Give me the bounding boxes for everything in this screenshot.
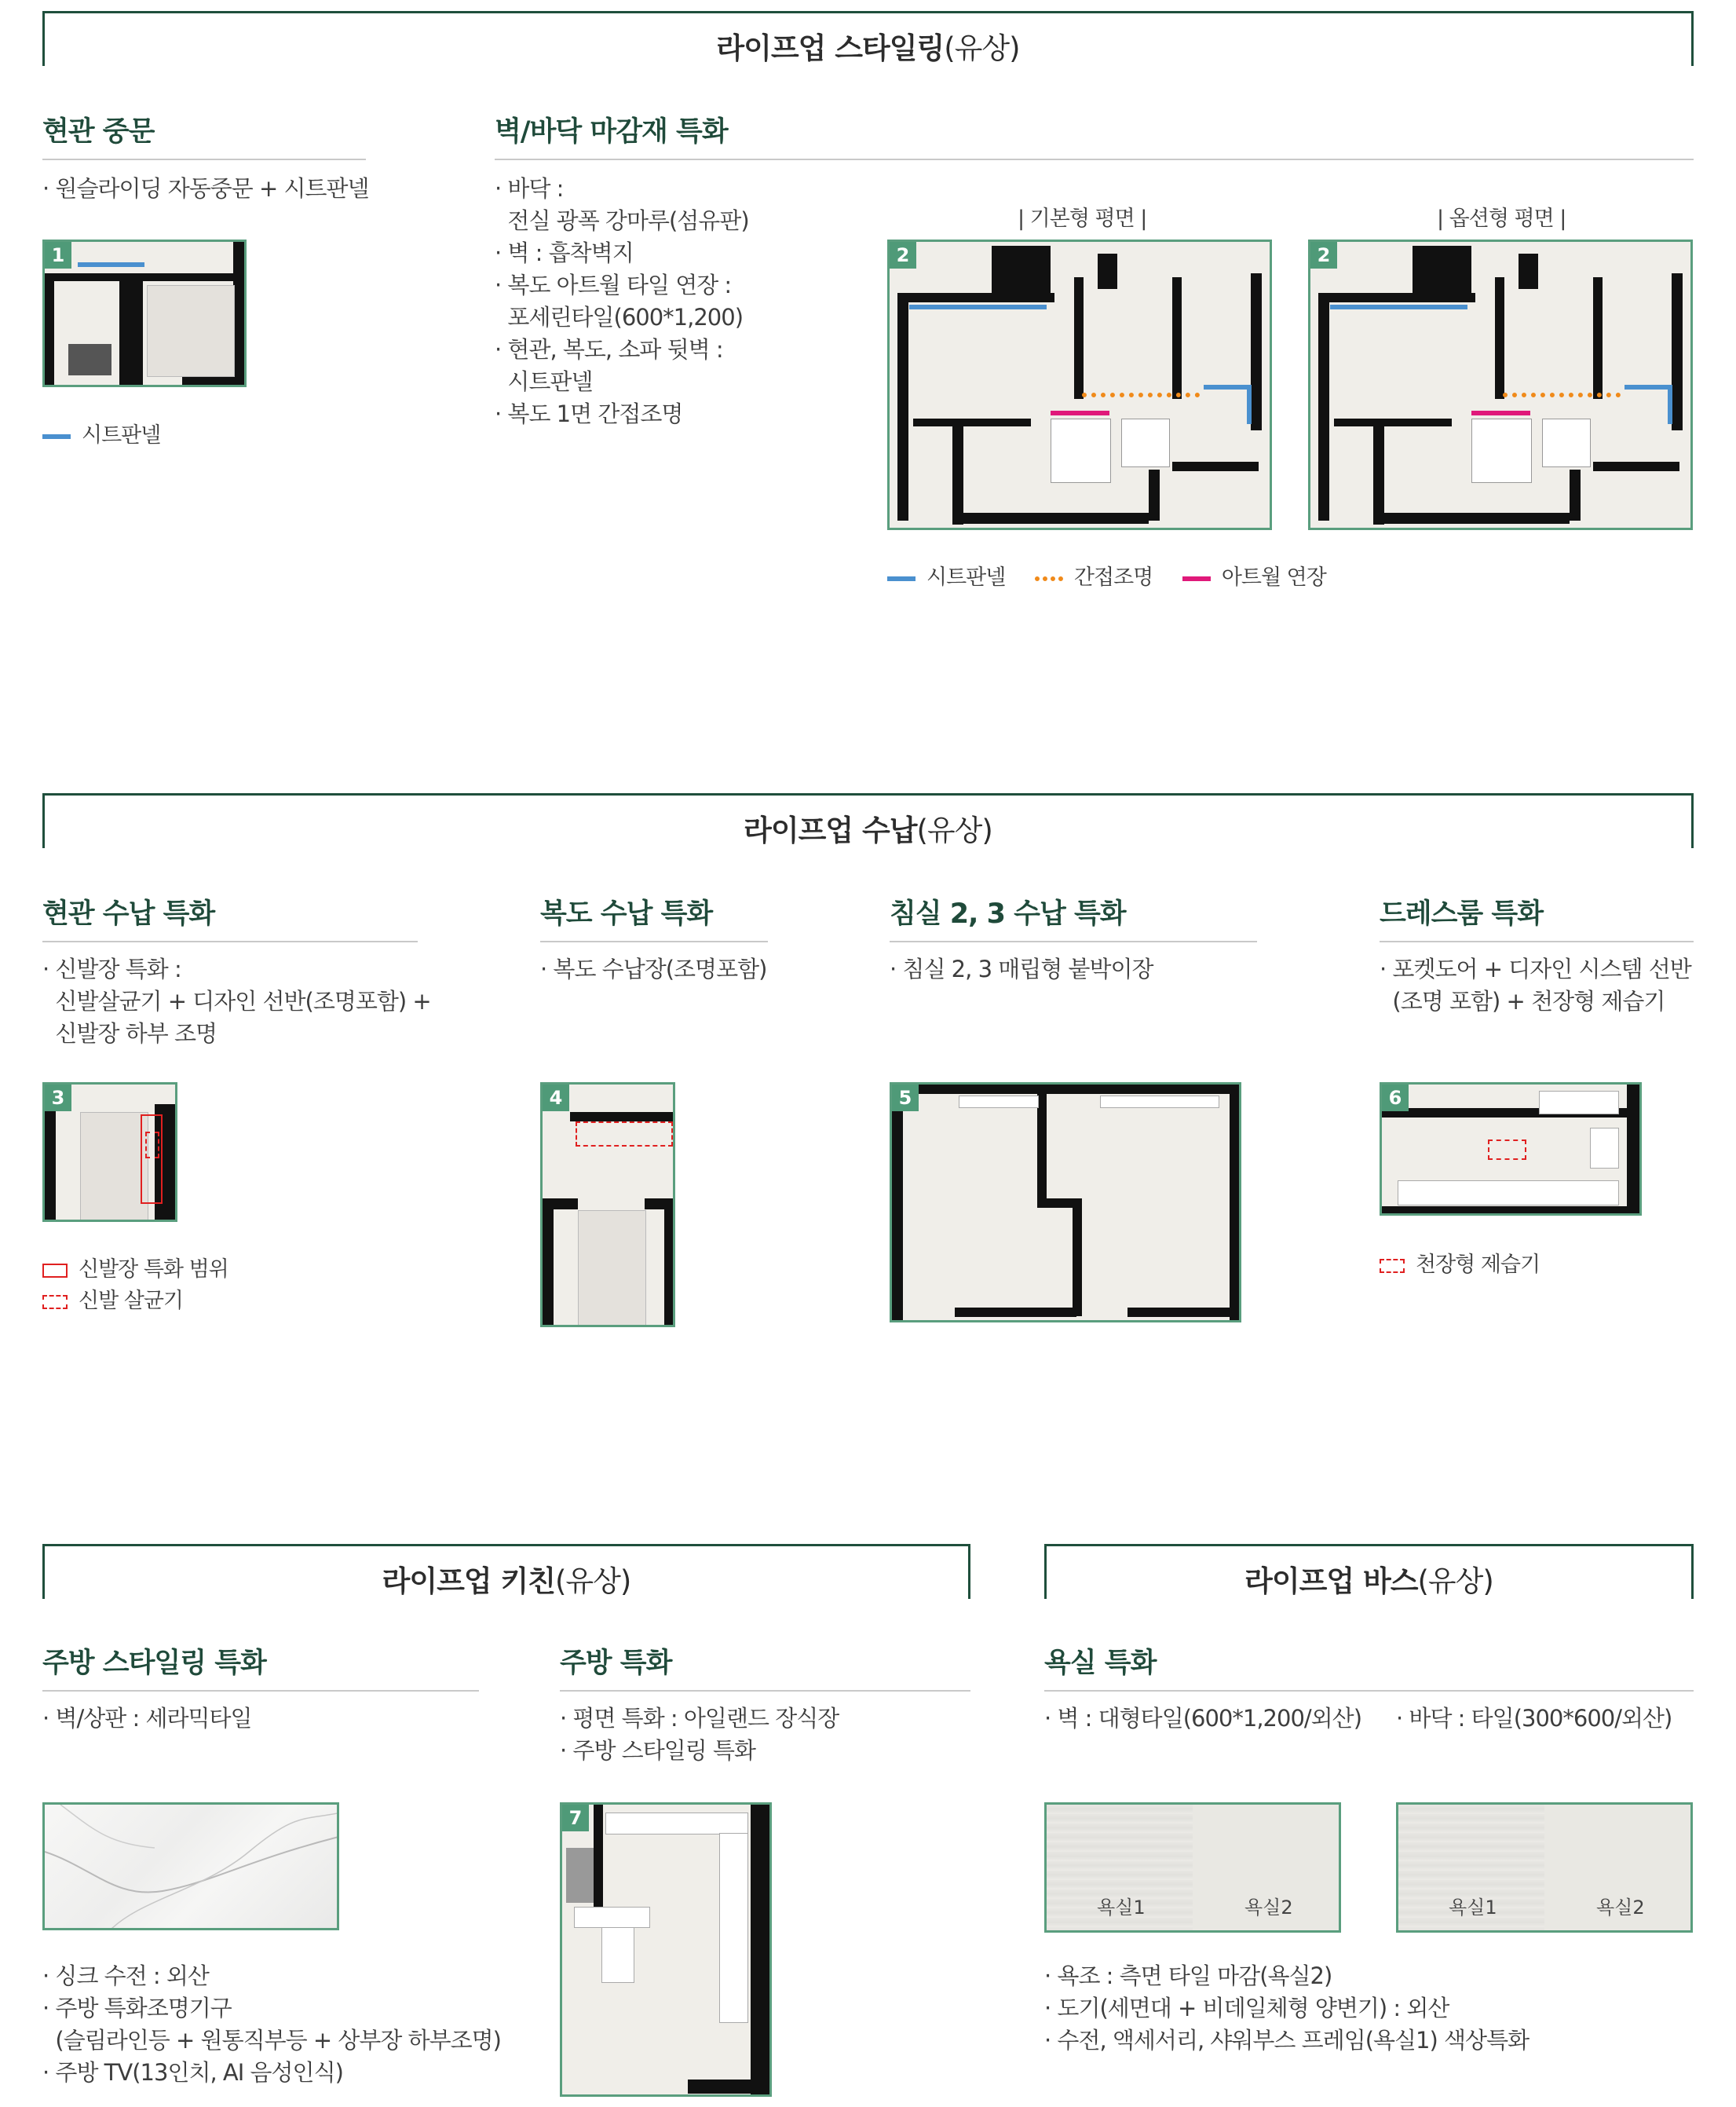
wall xyxy=(182,375,233,387)
bedroom-storage-plan xyxy=(890,1082,1241,1322)
wall xyxy=(664,1206,675,1327)
shelf xyxy=(1590,1128,1619,1169)
ceramic-tile-sample xyxy=(42,1802,339,1930)
island xyxy=(601,1922,634,1983)
entrance-storage-plan xyxy=(42,1082,177,1222)
shelf xyxy=(1539,1091,1619,1114)
bathroom xyxy=(1471,419,1532,483)
dehumidifier-swatch xyxy=(1380,1259,1405,1273)
pantry xyxy=(566,1848,594,1903)
wall xyxy=(751,1805,771,2095)
badge: 2 xyxy=(890,242,916,269)
badge: 1 xyxy=(45,242,71,269)
range-swatch xyxy=(42,1264,68,1278)
divider xyxy=(560,1690,970,1692)
shelf xyxy=(1398,1180,1619,1205)
kitchen-section-title: 라이프업 키친(유상) xyxy=(382,1564,631,1598)
legend-shoe-sterilizer: 신발 살균기 xyxy=(42,1283,183,1314)
wall xyxy=(1519,254,1538,289)
hallway-storage-desc: · 복도 수납장(조명포함) xyxy=(540,956,767,982)
shoe-sterilizer xyxy=(145,1132,159,1158)
option-plan-caption: | 옵션형 평면 | xyxy=(1437,207,1566,231)
wall xyxy=(952,422,963,525)
indirect-light-marker xyxy=(1082,393,1200,397)
kitchen-styling-desc: · 벽/상판 : 세라믹타일 xyxy=(42,1705,252,1732)
option-floor-plan xyxy=(1308,240,1693,530)
bath-heading: 욕실 특화 xyxy=(1044,1648,1157,1679)
entrance-door-plan xyxy=(42,240,247,387)
divider xyxy=(42,159,366,160)
wall xyxy=(1074,277,1084,399)
legend-shoe-range: 신발장 특화 범위 xyxy=(42,1252,228,1282)
bedroom-storage-heading: 침실 2, 3 수납 특화 xyxy=(890,898,1126,930)
wall xyxy=(1037,1198,1076,1208)
wall xyxy=(1413,246,1471,301)
wall xyxy=(1593,462,1679,471)
badge: 6 xyxy=(1382,1085,1409,1111)
wall xyxy=(1373,422,1384,525)
sheet-panel-marker xyxy=(909,305,1047,309)
wall xyxy=(1627,1085,1641,1214)
badge: 7 xyxy=(562,1805,589,1831)
counter xyxy=(605,1813,748,1834)
wall xyxy=(45,273,247,281)
sterilizer-swatch xyxy=(42,1295,68,1309)
wall xyxy=(1334,419,1452,426)
kitchen-styling-desc2: · 싱크 수전 : 외산 · 주방 특화조명기구 (슬림라인등 + 원통직부등 + 상부장 하부조명) · 주방 TV(13인치, AI 음성인식) xyxy=(42,1963,501,2086)
wall xyxy=(1172,277,1182,399)
divider xyxy=(42,1690,479,1692)
wall xyxy=(992,246,1051,301)
dressroom-heading: 드레스룸 특화 xyxy=(1380,898,1544,930)
sheet-panel-marker xyxy=(1625,385,1672,390)
wall xyxy=(80,1112,148,1222)
dressroom-plan xyxy=(1380,1082,1642,1216)
kitchen-plan xyxy=(560,1802,772,2097)
wall xyxy=(1382,1206,1641,1216)
wall xyxy=(594,1805,603,1915)
wardrobe xyxy=(1100,1096,1219,1108)
wall xyxy=(68,344,111,375)
floor-tile-label-1: 욕실1 xyxy=(1449,1897,1497,1919)
wall xyxy=(1318,293,1329,521)
finish-desc: · 바닥 : 전실 광폭 강마루(섬유판) · 벽 : 흡착벽지 · 복도 아트월 타일 연장 : 포세린타일(600*1,200) · 현관, 복도, 소파 뒷벽 : 시트판넬 · 복도 1면 간접조명 xyxy=(495,175,749,427)
wall xyxy=(1593,277,1603,399)
divider xyxy=(890,941,1257,942)
divider xyxy=(495,159,1694,160)
finish-legend: 시트판넬 간접조명 아트월 연장 xyxy=(887,560,1326,591)
entrance-storage-heading: 현관 수납 특화 xyxy=(42,898,215,930)
badge: 5 xyxy=(892,1085,919,1111)
finish-heading: 벽/바닥 마감재 특화 xyxy=(495,116,728,148)
bath-wall-tile-sample xyxy=(1044,1802,1341,1933)
sheet-panel-swatch xyxy=(42,434,71,439)
hallway-cabinet xyxy=(576,1121,673,1147)
wall xyxy=(892,1085,1241,1094)
wall xyxy=(1251,273,1262,430)
art-wall-swatch xyxy=(1182,576,1211,581)
art-wall-marker xyxy=(1051,411,1109,415)
indirect-light-marker xyxy=(1503,393,1621,397)
hallway-storage-heading: 복도 수납 특화 xyxy=(540,898,713,930)
badge: 3 xyxy=(45,1085,71,1111)
entrance-storage-desc: · 신발장 특화 : 신발살균기 + 디자인 선반(조명포함) + 신발장 하부 조명 xyxy=(42,956,431,1047)
shoe-cabinet-range xyxy=(141,1114,163,1204)
floor-tile-label-2: 욕실2 xyxy=(1596,1897,1645,1919)
indirect-light-swatch xyxy=(1035,576,1063,581)
wall xyxy=(1570,470,1581,521)
legend-sheet-panel: 시트판넬 xyxy=(42,418,160,448)
wall xyxy=(543,1206,554,1327)
bath-floor-desc: · 바닥 : 타일(300*600/외산) xyxy=(1396,1705,1672,1732)
sheet-panel-marker xyxy=(1204,385,1251,390)
hallway-storage-plan xyxy=(540,1082,675,1327)
wall xyxy=(688,2080,755,2094)
sheet-panel-marker xyxy=(1330,305,1467,309)
basic-floor-plan xyxy=(887,240,1272,530)
dressroom-desc: · 포켓도어 + 디자인 시스템 선반 (조명 포함) + 천장형 제습기 xyxy=(1380,956,1691,1015)
bath-floor-tile-sample xyxy=(1396,1802,1693,1933)
wall xyxy=(233,242,247,387)
kitchen-section-frame xyxy=(42,1544,970,1599)
wall xyxy=(1073,1198,1082,1316)
wall xyxy=(1149,470,1160,521)
wall xyxy=(1037,1094,1047,1200)
wall xyxy=(1230,1085,1241,1320)
legend-dehumidifier: 천장형 제습기 xyxy=(1380,1247,1540,1278)
kitchen-special-heading: 주방 특화 xyxy=(560,1648,672,1679)
divider xyxy=(540,941,768,942)
bedroom-storage-desc: · 침실 2, 3 매립형 붙박이장 xyxy=(890,956,1153,982)
counter xyxy=(719,1833,748,2023)
wall xyxy=(897,293,908,521)
divider xyxy=(42,941,418,942)
wall xyxy=(955,1308,1076,1317)
bathroom xyxy=(1542,419,1591,467)
divider xyxy=(1380,941,1694,942)
entrance-door-heading: 현관 중문 xyxy=(42,116,155,148)
wall xyxy=(45,273,54,387)
wall xyxy=(570,1112,675,1121)
wall xyxy=(892,1085,903,1320)
wall xyxy=(1127,1308,1230,1317)
bath-desc2: · 욕조 : 측면 타일 마감(욕실2) · 도기(세면대 + 비데일체형 양변기) : 외산 · 수전, 액세서리, 샤워부스 프레임(욕실1) 색상특화 xyxy=(1044,1963,1530,2054)
wardrobe xyxy=(959,1096,1039,1108)
wall xyxy=(1373,513,1570,524)
wall xyxy=(1172,462,1259,471)
badge: 4 xyxy=(543,1085,569,1111)
wall xyxy=(147,285,235,377)
bathroom xyxy=(1051,419,1111,483)
wall xyxy=(119,281,143,387)
bath-section-title: 라이프업 바스(유상) xyxy=(1244,1564,1493,1598)
sheet-panel-marker xyxy=(78,262,144,267)
styling-section-title: 라이프업 스타일링(유상) xyxy=(716,31,1020,65)
marble-veins xyxy=(45,1805,339,1930)
island xyxy=(574,1907,650,1928)
kitchen-special-desc: · 평면 특화 : 아일랜드 장식장 · 주방 스타일링 특화 xyxy=(560,1705,839,1764)
wall xyxy=(1098,254,1117,289)
wall xyxy=(45,1104,56,1222)
badge: 2 xyxy=(1310,242,1337,269)
sheet-panel-marker xyxy=(1668,385,1672,424)
bath-section-frame xyxy=(1044,1544,1694,1599)
wall xyxy=(913,419,1031,426)
wall xyxy=(952,513,1149,524)
wall-tile-label-1: 욕실1 xyxy=(1097,1897,1146,1919)
wall-tile-label-2: 욕실2 xyxy=(1244,1897,1293,1919)
styling-section-frame xyxy=(42,11,1694,66)
kitchen-styling-heading: 주방 스타일링 특화 xyxy=(42,1648,266,1679)
storage-section-frame xyxy=(42,793,1694,848)
sheet-panel-marker xyxy=(1247,385,1252,424)
art-wall-marker xyxy=(1471,411,1530,415)
basic-plan-caption: | 기본형 평면 | xyxy=(1018,207,1147,231)
divider xyxy=(1044,1690,1694,1692)
wall xyxy=(578,1210,646,1326)
wall xyxy=(1495,277,1504,399)
ceiling-dehumidifier xyxy=(1488,1139,1526,1160)
storage-section-title: 라이프업 수납(유상) xyxy=(744,814,992,847)
bathroom xyxy=(1121,419,1170,467)
bath-wall-desc: · 벽 : 대형타일(600*1,200/외산) xyxy=(1044,1705,1362,1732)
sheet-panel-swatch xyxy=(887,576,916,581)
entrance-door-desc: · 원슬라이딩 자동중문 + 시트판넬 xyxy=(42,175,369,202)
wall xyxy=(1672,273,1683,430)
